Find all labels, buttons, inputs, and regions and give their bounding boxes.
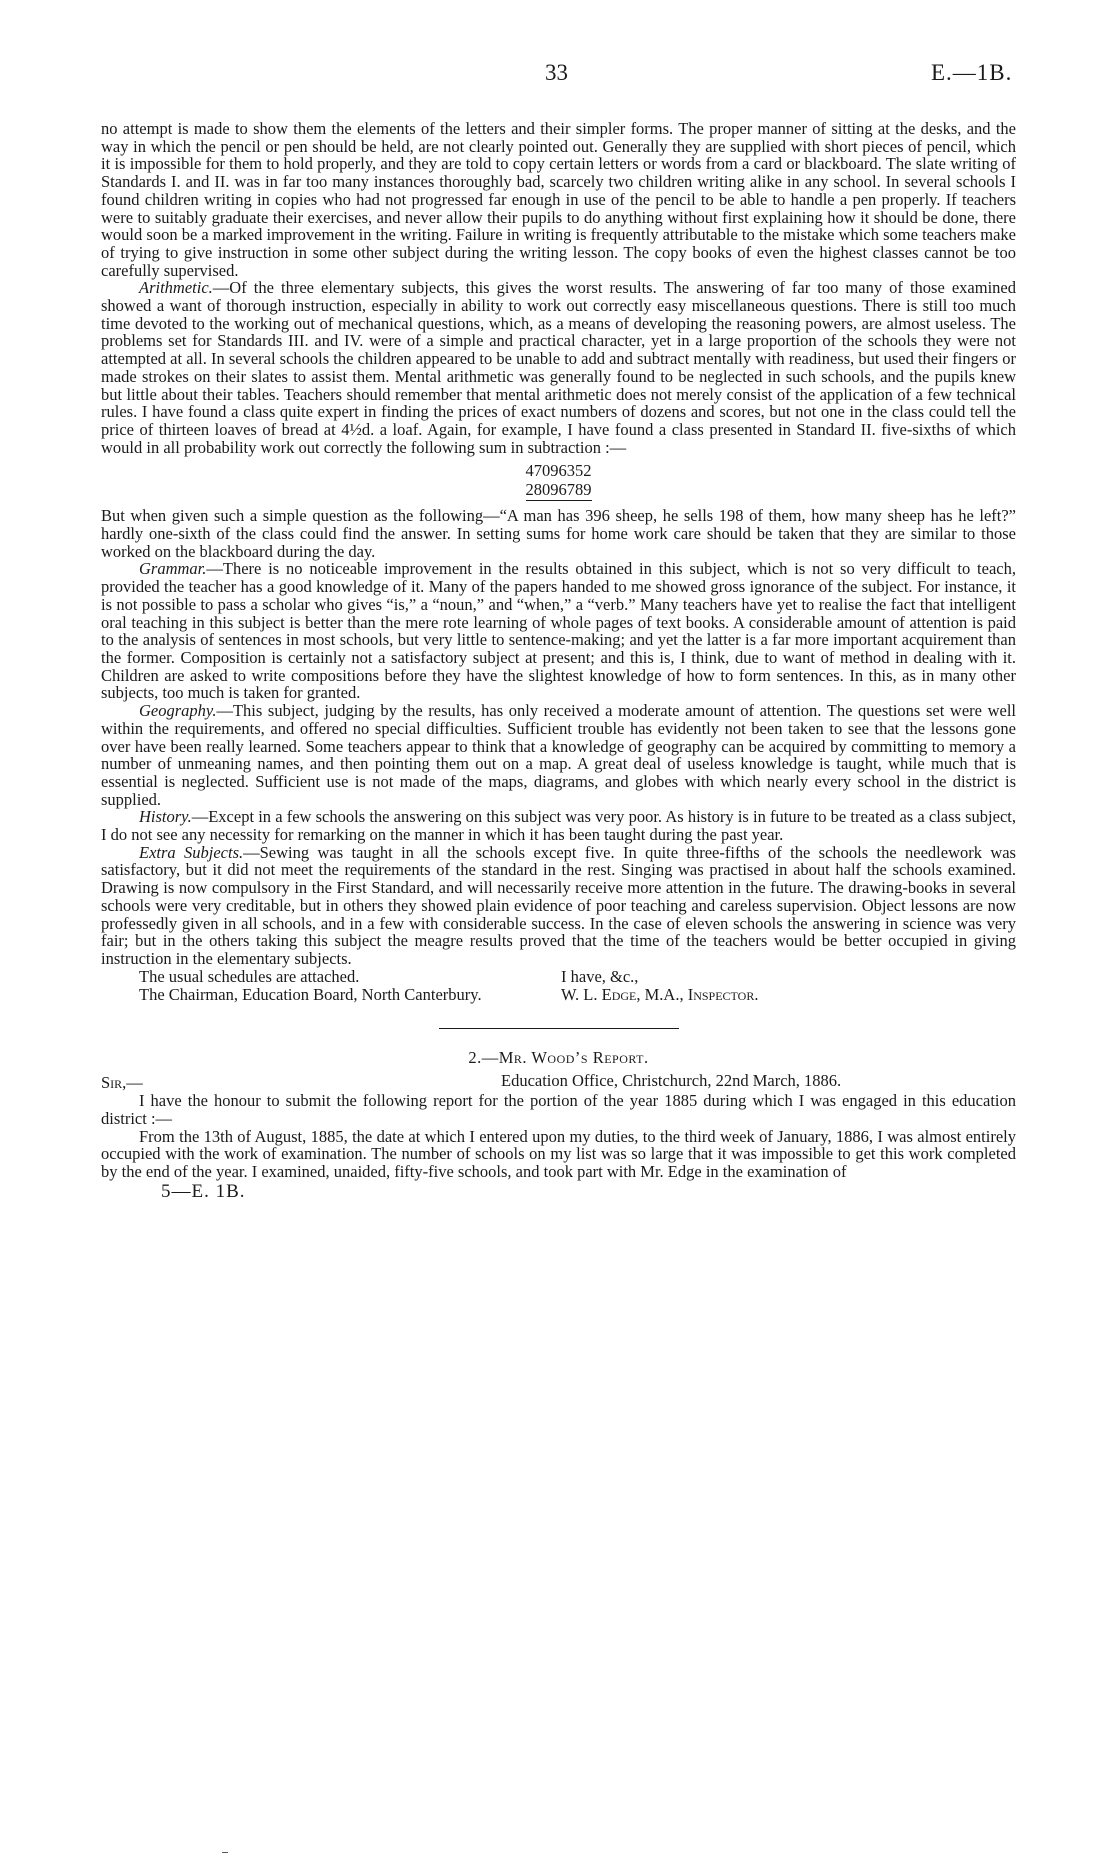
- page-number: 33: [545, 60, 568, 85]
- report-intro-paragraph: I have the honour to submit the following report for the portion of the year 1885 during which I was engaged in this education district :—: [101, 1091, 1016, 1129]
- grammar-paragraph: [101, 560, 1016, 702]
- arithmetic-paragraph: [101, 279, 1016, 456]
- arithmetic-text: —Of the three elementary subjects, this gives the worst results. The answering of far too many of those examined showed a want of thorough instruction, especially in ability to work out correctly easy miscellaneous questions. There is still too much time devoted to the working out of mechanical questions, which, as a means of developing the reasoning powers, are almost useless. The problems set for Standards III. and IV. were of a simple and practical character, yet in a large proportion of the schools they were not attempted at all. In several schools the children appeared to be unable to add and subtract mentally with readiness, but used their fingers or made strokes on their slates to assist them. Mental arithmetic was generally found to be neglected in such schools, and the pupils knew but little about their tables. Teachers should remember that mental arithmetic does not merely consist of the application of a few technical rules. I have found a class quite expert in finding the prices of exact numbers of dozens and scores, but not one in the class could tell the price of thirteen loaves of bread at 4½d. a loaf. Again, for example, I have found a class presented in Standard II. five-sixths of which would in all probability work out correctly the following sum in subtraction :—: [101, 278, 1016, 457]
- extra-subjects-heading: Extra Subjects.: [139, 842, 244, 862]
- extra-subjects-paragraph: [101, 844, 1016, 968]
- arithmetic-heading: Arithmetic.: [139, 278, 213, 298]
- address-row: [101, 1072, 1016, 1092]
- report-title: 2.—Mr. Wood’s Report.: [468, 1047, 649, 1067]
- report-examination-paragraph: From the 13th of August, 1885, the date at which I entered upon my duties, to the third week of January, 1886, I was almost entirely occupied with the work of examination. The number of schools on my list was so large that it was impossible to get this work completed by the end of the year. I examined, unaided, fifty-five schools, and took part with Mr. Edge in the examination of: [101, 1126, 1016, 1182]
- history-paragraph: [101, 808, 1016, 843]
- sum-subtrahend: 28096789: [525, 480, 592, 500]
- writing-paragraph: no attempt is made to show them the elements of the letters and their simpler forms. The proper manner of sitting at the desks, and the way in which the pencil or pen should be held, are not clearly pointed out. Generally they are supplied with short pieces of pencil, which it is impossible for them to hold properly, and they are told to copy certain letters or words from a card or blackboard. The slate writing of Standards I. and II. was in far too many instances thoroughly bad, scarcely two children writing alike in any school. In several schools I found children writing in copies who had not progressed far enough in use of the pencil to be able to handle a pen properly. If teachers were to suitably graduate their exercises, and never allow their pupils to do anything without first explaining how it should be done, there would soon be a marked improvement in the writing. Failure in writing is frequently attributable to the mistake which some teachers make of trying to give instruction in some other subject during the writing lesson. The copy books of even the highest classes cannot be too carefully supervised.: [101, 119, 1016, 280]
- i-have-text: I have, &c.,: [561, 966, 639, 986]
- history-text: —Except in a few schools the answering on this subject was very poor. As history is in future to be treated as a class subject, I do not see any necessity for remarking on the manner in which it has been taught during the past year.: [101, 807, 1016, 845]
- schedules-note: The usual schedules are attached.: [139, 966, 360, 986]
- history-heading: History.: [139, 807, 192, 827]
- subtraction-sum: [101, 461, 1016, 501]
- geography-paragraph: [101, 702, 1016, 808]
- sheep-question-paragraph: But when given such a simple question as the following—“A man has 396 sheep, he sells 198 of them, how many sheep has he left?” hardly one-sixth of the class could find the answer. In setting sums for home work care should be taken that they are similar to those worked on the blackboard during the day.: [101, 506, 1016, 561]
- grammar-text: —There is no noticeable improvement in the results obtained in this subject, which is not so very difficult to teach, provided the teacher has a good knowledge of it. Many of the papers handed to me showed gross ignorance of the subject. For instance, it is not possible to pass a scholar who gives “is,” a “noun,” and “when,” a “verb.” Many teachers have yet to realise the fact that intelligent oral teaching in this subject is better than the mere rote learning of whole pages of text books. A considerable amount of attention is paid to the analysis of sentences in most schools, but very little to sentence-making; and yet the latter is a far more important acquirement than the former. Composition is certainly not a satisfactory subject at present; and this is, I think, due to want of method in dealing with it. Children are asked to write compositions before they have the slightest knowledge of how to form sentences. In this, as in many other subjects, too much is taken for granted.: [101, 559, 1016, 703]
- dateline: Education Office, Christchurch, 22nd March, 1886.: [501, 1071, 842, 1091]
- sum-minuend: 47096352: [525, 461, 592, 481]
- grammar-heading: Grammar.: [139, 559, 207, 579]
- signature-code: 5—E. 1B.: [161, 1180, 246, 1202]
- inspector-signature: W. L. Edge, M.A., Inspector.: [561, 984, 759, 1004]
- document-code: E.—1B.: [931, 60, 1013, 85]
- geography-heading: Geography.: [139, 701, 217, 721]
- extra-subjects-text: —Sewing was taught in all the schools except five. In quite three-fifths of the schools the needlework was satisfactory, but it did not meet the requirements of the standard in the rest. Singing was practised in about half the schools examined. Drawing is now compulsory in the First Standard, and will necessarily receive more attention in the future. The drawing-books in several schools were very creditable, but in others they showed plain evidence of poor teaching and careless supervision. Object lessons are now professedly given in all schools, and in a few with considerable success. In the case of eleven schools the answering in science was very fair; but in the others taking this subject the meagre results proved that the time of the teachers would be better occupied in giving instruction in the elementary subjects.: [101, 842, 1016, 968]
- document-body: [101, 120, 1016, 1201]
- geography-text: —This subject, judging by the results, has only received a moderate amount of attention. The questions set were well within the requirements, and offered no special difficulties. Sufficient trouble has evidently not been taken to see that the lessons gone over have been really learned. Some teachers appear to think that a knowledge of geography can be acquired by committing to memory a number of unmeaning names, and then pointing them out on a map. A great deal of useless knowledge is taught, while much that is essential is neglected. Sufficient use is not made of the maps, diagrams, and globes with which nearly every school in the district is supplied.: [101, 701, 1016, 809]
- salutation: Sir,—: [101, 1073, 143, 1093]
- page-mark: [222, 1852, 228, 1853]
- addressee: The Chairman, Education Board, North Canterbury.: [139, 984, 482, 1004]
- closing-line-2: [101, 986, 1016, 1004]
- closing-line-1: [101, 968, 1016, 986]
- section-divider: [439, 1028, 679, 1029]
